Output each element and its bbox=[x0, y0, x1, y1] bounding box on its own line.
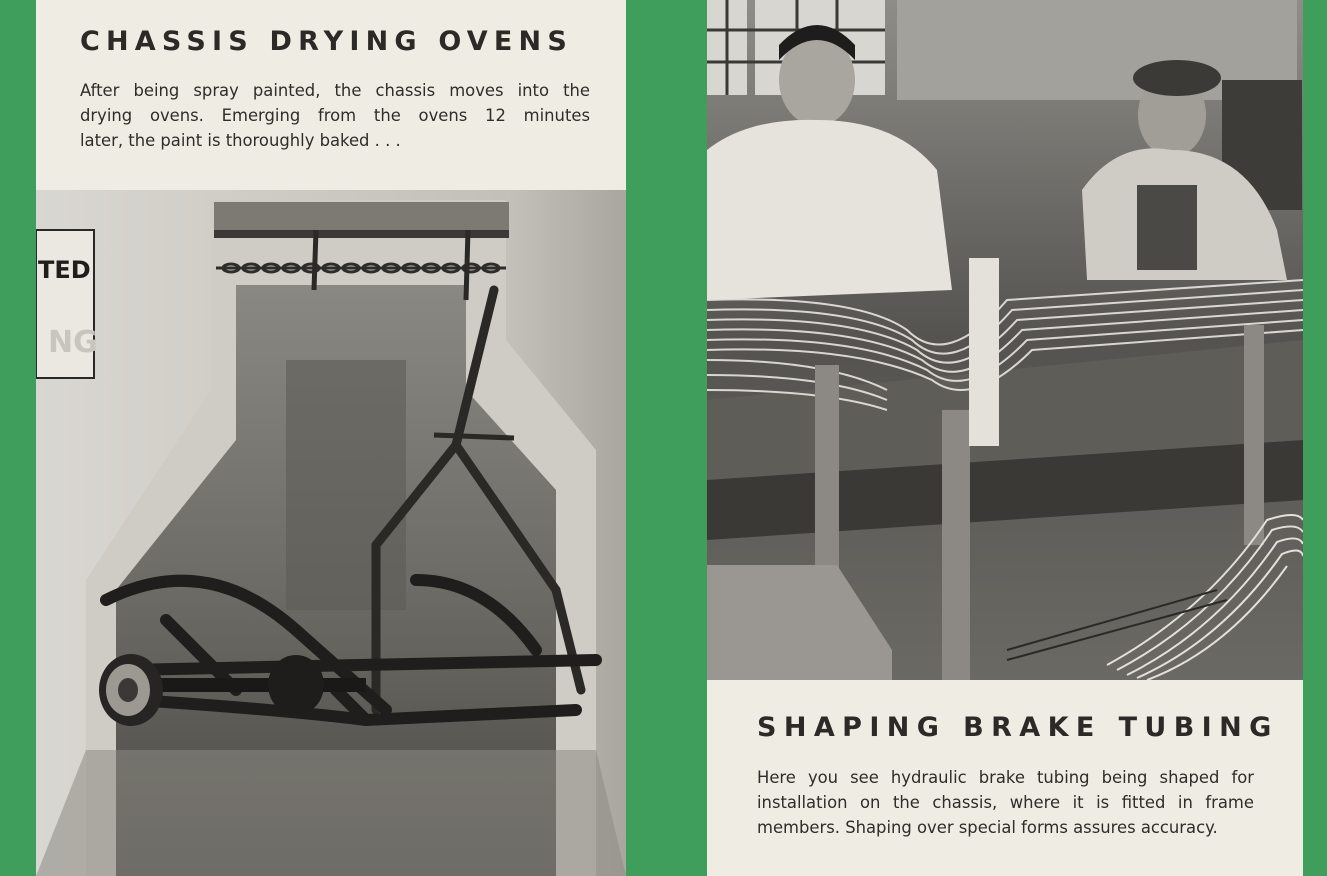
left-page-text bbox=[80, 78, 590, 153]
right-text-line: Here you see hydraulic brake tubing being shaped for bbox=[757, 768, 1254, 787]
left-page bbox=[36, 0, 626, 876]
right-page bbox=[707, 0, 1303, 876]
right-page-title: SHAPING BRAKE TUBING bbox=[757, 712, 1279, 743]
wall-sign-text: TED bbox=[38, 256, 91, 284]
left-text-line: later, the paint is thoroughly baked . . . bbox=[80, 131, 401, 150]
right-page-text bbox=[757, 765, 1254, 840]
left-text-line: After being spray painted, the chassis moves into the bbox=[80, 81, 590, 100]
right-text-line: members. Shaping over special forms assures accuracy. bbox=[757, 818, 1218, 837]
left-page-title: CHASSIS DRYING OVENS bbox=[80, 26, 573, 57]
chassis-oven-photo bbox=[36, 190, 626, 876]
right-text-line: installation on the chassis, where it is fitted in frame bbox=[757, 793, 1254, 812]
brake-tubing-photo bbox=[707, 0, 1303, 680]
svg-text:NG: NG bbox=[48, 325, 98, 360]
left-text-line: drying ovens. Emerging from the ovens 12 minutes bbox=[80, 106, 590, 125]
